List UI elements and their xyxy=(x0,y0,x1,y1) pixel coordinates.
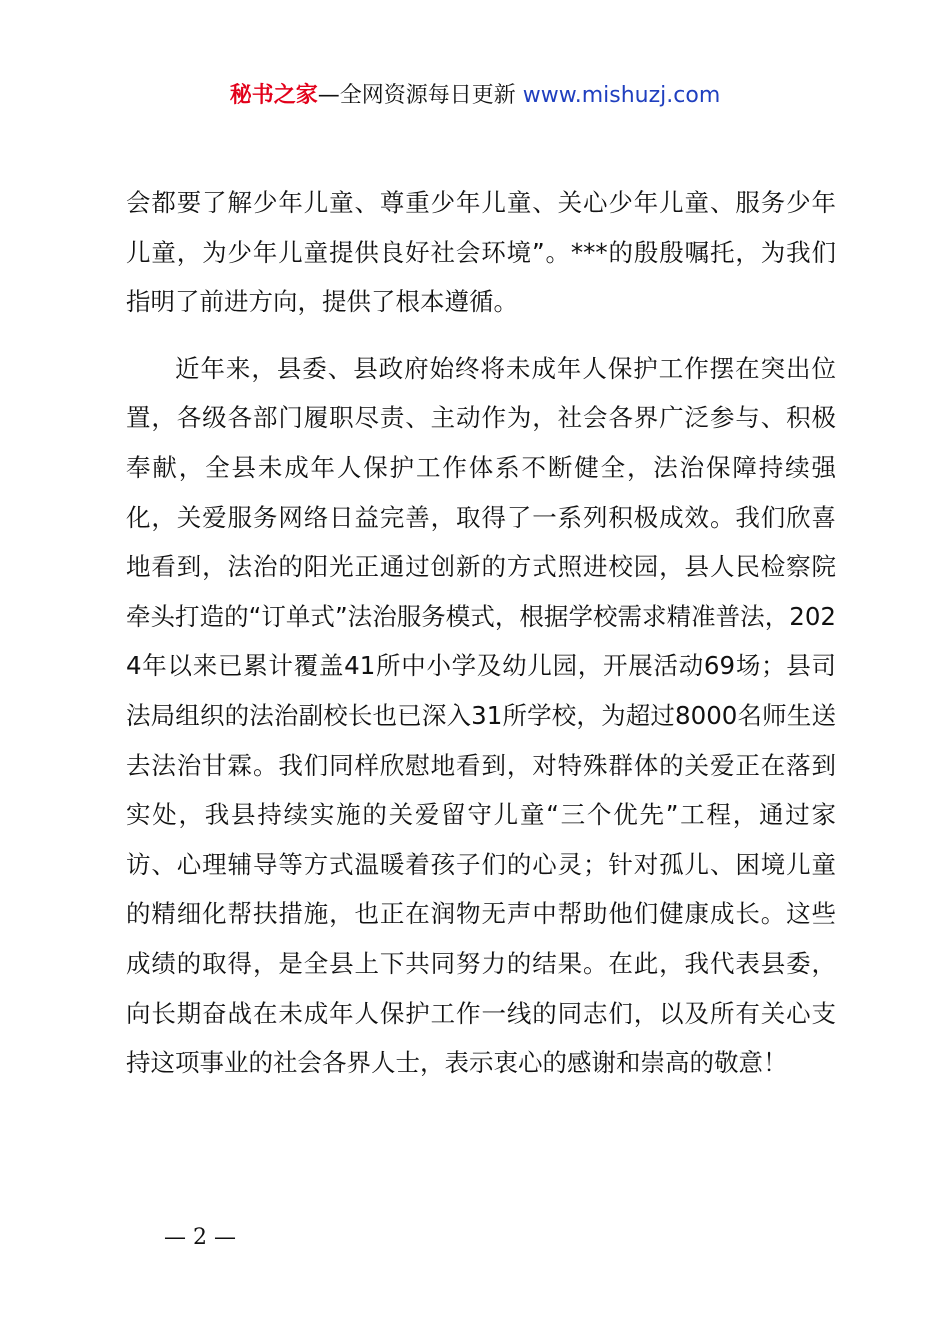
site-tagline: —全网资源每日更新 xyxy=(317,83,523,108)
paragraph-2: 近年来，县委、县政府始终将未成年人保护工作摆在突出位置，各级各部门履职尽责、主动作为，社会各界广泛参与、积极奉献，全县未成年人保护工作体系不断健全，法治保障持续强化，关爱服务网络日益完善，取得了一系列积极成效。我们欣喜地看到，法治的阳光正通过创新的方式照进校园，县人民检察院牵头打造的“订单式”法治服务模式，根据学校需求精准普法，2024年以来已累计覆盖41所中小学及幼儿园，开展活动69场；县司法局组织的法治副校长也已深入31所学校，为超过8000名师生送去法治甘霖。我们同样欣慰地看到，对特殊群体的关爱正在落到实处，我县持续实施的关爱留守儿童“三个优先”工程，通过家访、心理辅导等方式温暖着孩子们的心灵；针对孤儿、困境儿童的精细化帮扶措施，也正在润物无声中帮助他们健康成长。这些成绩的取得，是全县上下共同努力的结果。在此，我代表县委，向长期奋战在未成年人保护工作一线的同志们，以及所有关心支持这项事业的社会各界人士，表示衷心的感谢和崇高的敬意！ xyxy=(126,353,836,1078)
site-brand: 秘书之家 xyxy=(229,83,318,108)
page-number: — 2 — xyxy=(164,1225,236,1250)
document-body xyxy=(126,178,836,1088)
site-url-link[interactable]: www.mishuzj.com xyxy=(522,83,721,108)
page-header xyxy=(0,80,950,112)
paragraph-1: 会都要了解少年儿童、尊重少年儿童、关心少年儿童、服务少年儿童，为少年儿童提供良好社会环境”。***的殷殷嘱托，为我们指明了前进方向，提供了根本遵循。 xyxy=(126,188,836,317)
